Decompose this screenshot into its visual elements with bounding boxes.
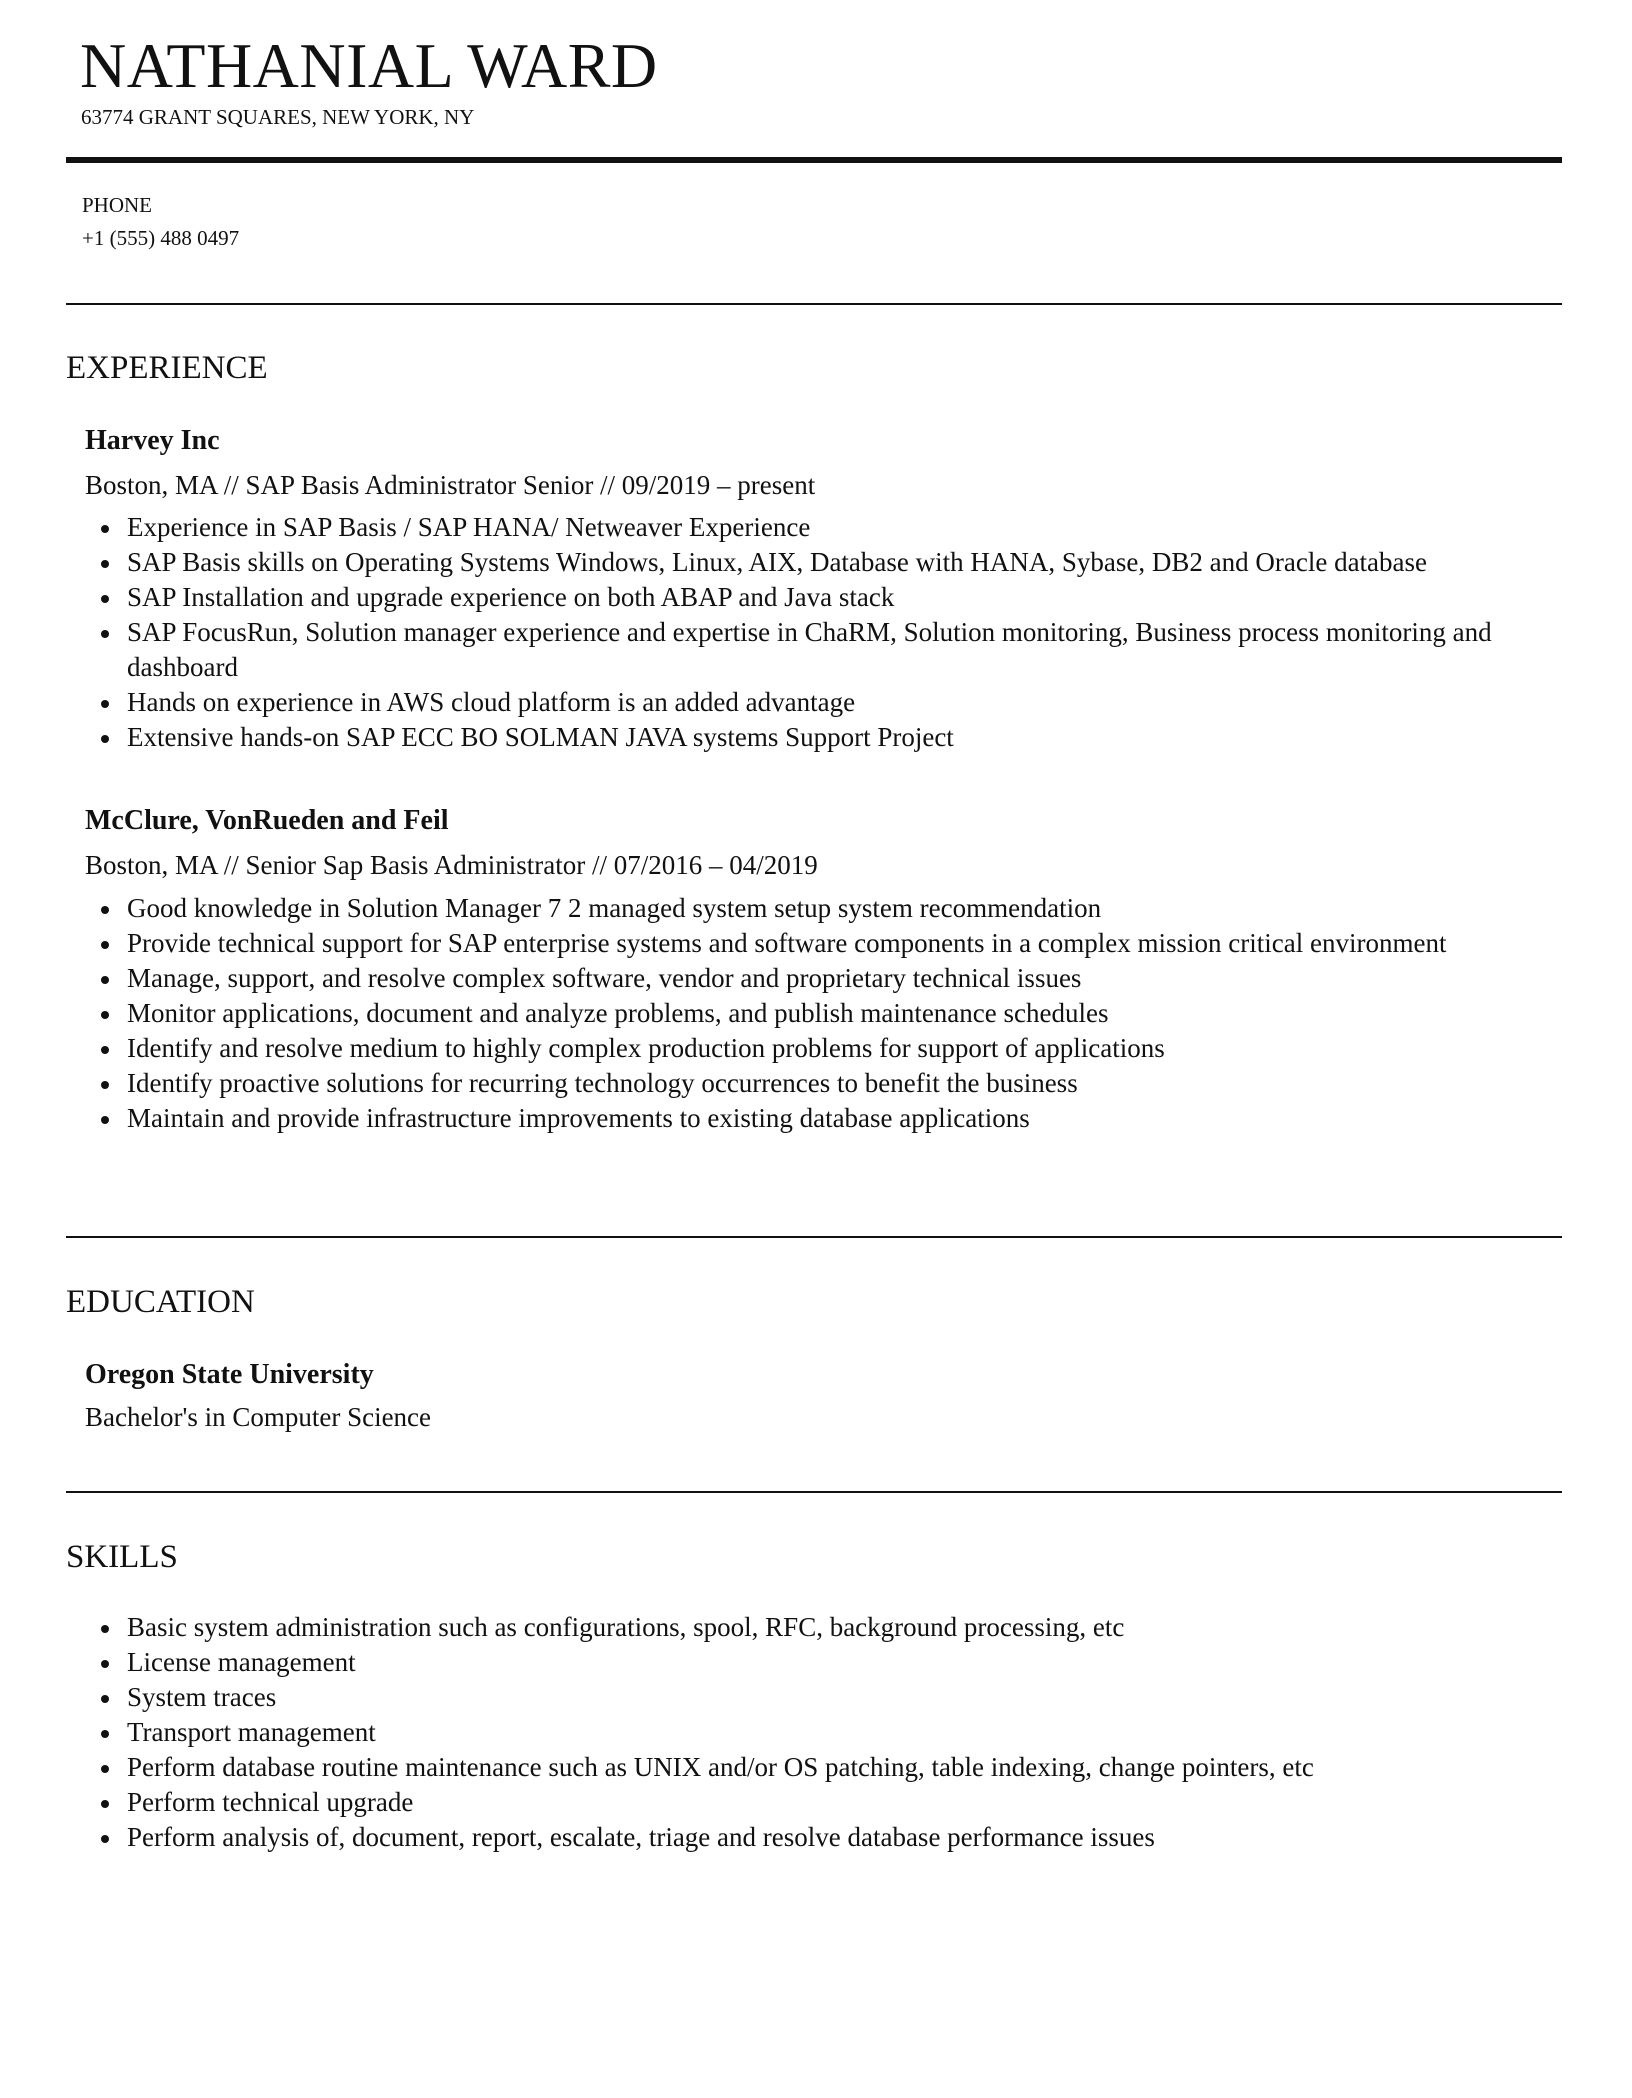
list-item: Transport management <box>127 1715 1597 1750</box>
job-bullets <box>85 891 1597 1136</box>
job-company: McClure, VonRueden and Feil <box>85 805 449 836</box>
list-item: Extensive hands-on SAP ECC BO SOLMAN JAVA systems Support Project <box>127 720 1597 755</box>
list-item: License management <box>127 1645 1597 1680</box>
job-details: Boston, MA // SAP Basis Administrator Senior // 09/2019 – present <box>85 470 816 500</box>
header-divider <box>66 157 1562 163</box>
skills-list <box>85 1610 1597 1855</box>
list-item: SAP FocusRun, Solution manager experience and expertise in ChaRM, Solution monitoring, Business process monitoring and dashboard <box>127 615 1597 685</box>
contact-divider <box>66 303 1562 305</box>
candidate-name: NATHANIAL WARD <box>80 30 658 101</box>
education-heading: EDUCATION <box>66 1284 255 1320</box>
list-item: SAP Basis skills on Operating Systems Windows, Linux, AIX, Database with HANA, Sybase, DB2 and Oracle database <box>127 545 1597 580</box>
list-item: Basic system administration such as configurations, spool, RFC, background processing, etc <box>127 1610 1597 1645</box>
experience-heading: EXPERIENCE <box>66 350 268 386</box>
list-item: Maintain and provide infrastructure improvements to existing database applications <box>127 1101 1597 1136</box>
list-item: Perform analysis of, document, report, escalate, triage and resolve database performance issues <box>127 1820 1597 1855</box>
education-divider <box>66 1491 1562 1493</box>
school-name: Oregon State University <box>85 1359 374 1390</box>
list-item: Identify and resolve medium to highly complex production problems for support of applications <box>127 1031 1597 1066</box>
list-item: Perform database routine maintenance such as UNIX and/or OS patching, table indexing, change pointers, etc <box>127 1750 1597 1785</box>
job-details: Boston, MA // Senior Sap Basis Administrator // 07/2016 – 04/2019 <box>85 850 818 880</box>
degree: Bachelor's in Computer Science <box>85 1402 432 1432</box>
list-item: Experience in SAP Basis / SAP HANA/ Netweaver Experience <box>127 510 1597 545</box>
list-item: Manage, support, and resolve complex software, vendor and proprietary technical issues <box>127 961 1597 996</box>
list-item: Provide technical support for SAP enterprise systems and software components in a complex mission critical environment <box>127 926 1597 961</box>
job-company: Harvey Inc <box>85 425 220 456</box>
phone-label: PHONE <box>82 193 153 217</box>
skills-heading: SKILLS <box>66 1539 178 1575</box>
list-item: System traces <box>127 1680 1597 1715</box>
candidate-address: 63774 GRANT SQUARES, NEW YORK, NY <box>81 105 475 129</box>
list-item: Perform technical upgrade <box>127 1785 1597 1820</box>
phone-number: +1 (555) 488 0497 <box>82 226 240 250</box>
job-bullets <box>85 510 1597 755</box>
list-item: SAP Installation and upgrade experience on both ABAP and Java stack <box>127 580 1597 615</box>
list-item: Hands on experience in AWS cloud platform is an added advantage <box>127 685 1597 720</box>
experience-divider <box>66 1236 1562 1238</box>
list-item: Monitor applications, document and analyze problems, and publish maintenance schedules <box>127 996 1597 1031</box>
list-item: Good knowledge in Solution Manager 7 2 managed system setup system recommendation <box>127 891 1597 926</box>
list-item: Identify proactive solutions for recurring technology occurrences to benefit the business <box>127 1066 1597 1101</box>
